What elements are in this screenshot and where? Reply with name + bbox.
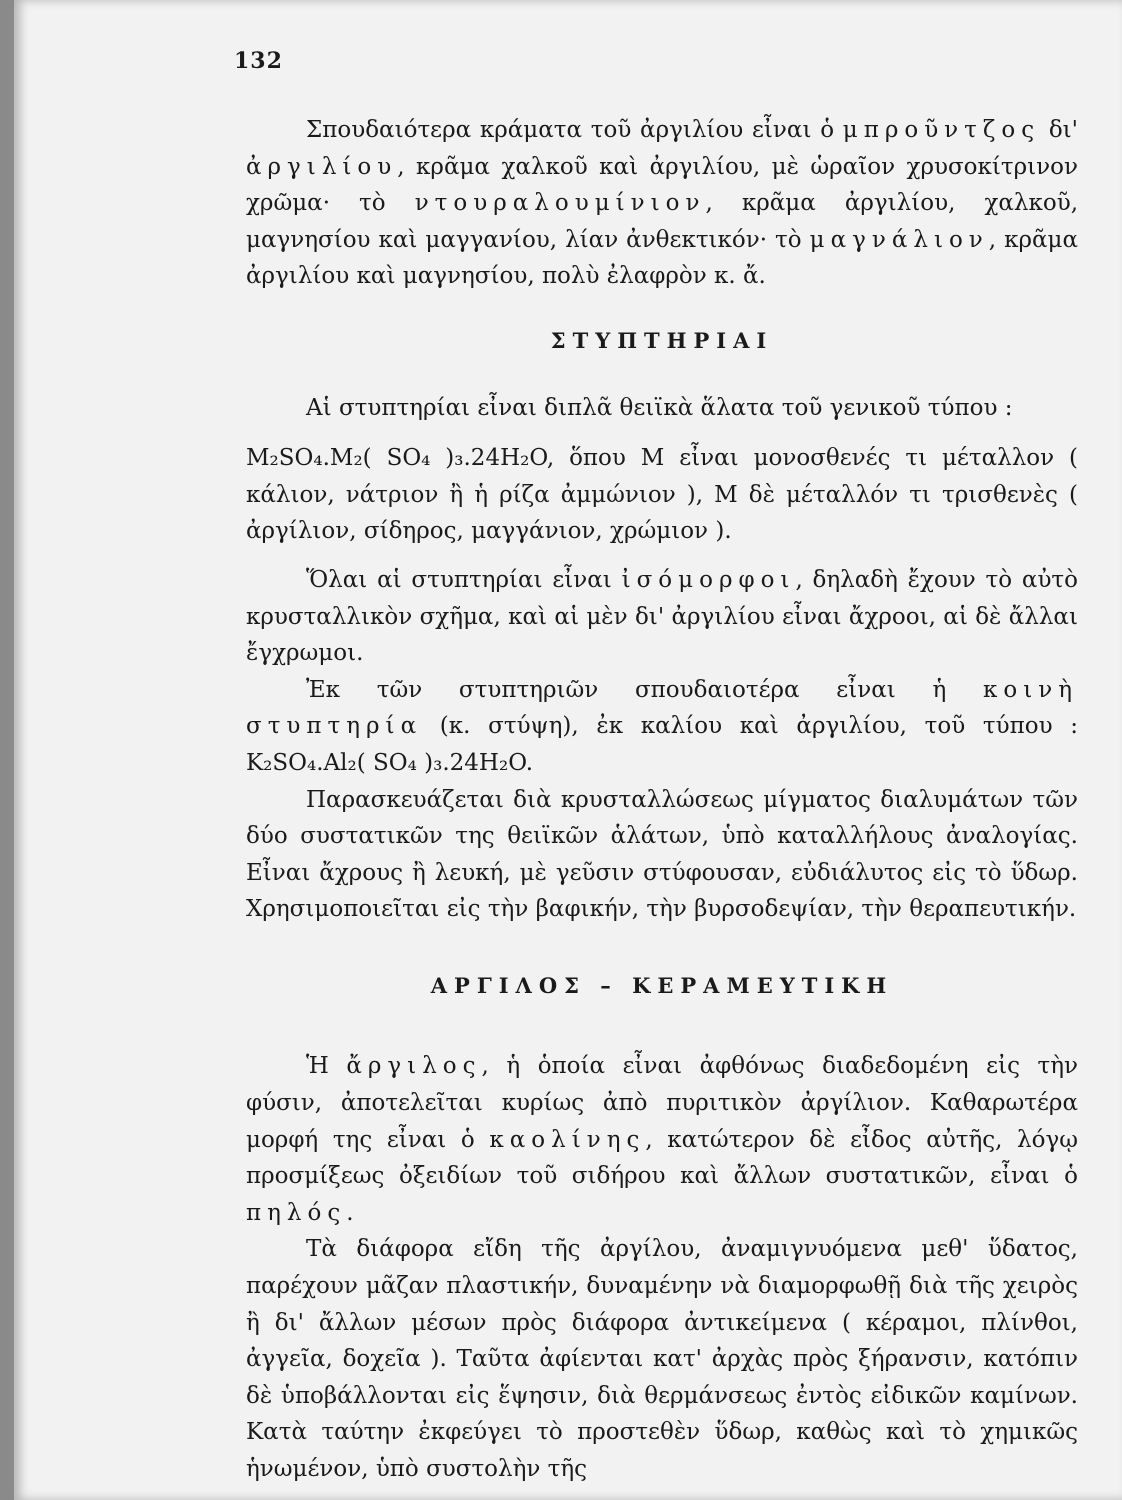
paragraph-isomorphic — [246, 562, 1078, 672]
text-run: , κρᾶμα ἀργιλίου καὶ μαγνησίου, πολὺ ἐλαφρὸν κ. ἄ. — [246, 226, 1079, 290]
text-run: , κρᾶμα χαλκοῦ καὶ ἀργιλίου, μὲ ὡραῖον χρυσοκίτρινον χρῶμα· τὸ — [246, 153, 1078, 217]
text-run: (κ. στύψη), ἐκ καλίου καὶ ἀργιλίου, τοῦ τύπου : — [422, 713, 1078, 740]
text-run: , κρᾶμα ἀργιλίου, χαλκοῦ, μαγνησίου καὶ μαγγανίου, λίαν ἀνθεκτικόν· τὸ — [246, 190, 1079, 253]
emphasized-term: κοινὴ στυπτηρία — [246, 676, 1078, 740]
paragraph-alloys — [246, 112, 1078, 295]
chemical-formula: M₂SO₄.M₂( SO₄ )₃.24H₂O, — [246, 445, 555, 472]
emphasized-term: ἄργιλος — [346, 1053, 482, 1080]
paragraph-alum-definition: Αἱ στυπτηρίαι εἶναι διπλᾶ θειϊκὰ ἅλατα τοῦ γενικοῦ τύπου : — [306, 394, 1013, 421]
text-run: , κατώτερον δὲ εἶδος αὐτῆς, λόγῳ προσμίξεως ὀξειδίων τοῦ σιδήρου καὶ ἄλλων συστατικῶν, εἶναι ὁ — [246, 1126, 1078, 1190]
chemical-formula: K₂SO₄.Al₂( SO₄ )₃.24H₂O. — [246, 749, 534, 776]
section-heading-alums: ΣΤΥΠΤΗΡΙΑΙ — [550, 327, 774, 353]
paragraph-preparation: Παρασκευάζεται διὰ κρυσταλλώσεως μίγματος διαλυμάτων τῶν δύο συστατικῶν της θειϊκῶν ἁλάτων, ὑπὸ καταλλήλους ἀναλογίας. Εἶναι ἄχρους ἢ λευκή, μὲ γεῦσιν στύφουσαν, εὐδιάλυτος εἰς τὸ ὕδωρ. Χρησιμοποιεῖται εἰς τὴν βαφικήν, τὴν βυρσοδεψίαν, τὴν θεραπευτικήν. — [246, 786, 1078, 923]
emphasized-term: καολίνης — [489, 1126, 646, 1153]
page-number: 132 — [234, 48, 283, 74]
paragraph-clay-types: Τὰ διάφορα εἴδη τῆς ἀργίλου, ἀναμιγνυόμενα μεθ' ὕδατος, παρέχουν μᾶζαν πλαστικήν, δυναμένην νὰ διαμορφωθῇ διὰ τῆς χειρὸς ἢ δι' ἄλλων μέσων πρὸς διάφορα ἀντικείμενα ( κέραμοι, πλίνθοι, ἀγγεῖα, δοχεῖα ). Ταῦτα ἀφίενται κατ' ἀρχὰς πρὸς ξήρανσιν, κατόπιν δὲ ὑποβάλλονται εἰς ἕψησιν, διὰ θερμάνσεως ἐντὸς εἰδικῶν καμίνων. Κατὰ ταύτην ἐκφεύγει τὸ προστεθὲν ὕδωρ, καθὼς καὶ τὸ χημικῶς ἡνωμένον, ὑπὸ συστολὴν τῆς — [246, 1236, 1078, 1482]
page-body — [246, 112, 1078, 1488]
paragraph-alum-formula — [246, 440, 1078, 550]
text-run: . — [346, 1199, 354, 1226]
text-run: Ἐκ τῶν στυπτηριῶν σπουδαιοτέρα εἶναι ἡ — [306, 676, 983, 703]
text-run: ὅπου M εἶναι μονοσθενές τι μέταλλον ( κάλιον, νάτριον ἢ ἡ ρίζα ἀμμώνιον ), M δὲ μέταλλόν τι τρισθενὲς ( ἀργίλιον, σίδηρος, μαγγάνιον, χρώμιον ). — [246, 445, 1078, 545]
emphasized-term: πηλός — [246, 1199, 347, 1226]
emphasized-term: ντουραλουμίνιον — [414, 190, 706, 217]
paragraph-common-alum — [246, 672, 1078, 782]
emphasized-term: μαγνάλιον — [809, 226, 989, 253]
section-heading-clay: ΑΡΓΙΛΟΣ – ΚΕΡΑΜΕΥΤΙΚΗ — [430, 972, 894, 998]
text-run: Ἡ — [306, 1053, 347, 1080]
text-run: , δηλαδὴ ἔχουν τὸ αὐτὸ κρυσταλλικὸν σχῆμα, καὶ αἱ μὲν δι' ἀργιλίου εἶναι ἄχροοι, αἱ δὲ ἄλλαι ἔγχρωμοι. — [246, 566, 1079, 667]
text-run: , ἡ ὁποία εἶναι ἀφθόνως διαδεδομένη εἰς τὴν φύσιν, ἀποτελεῖται κυρίως ἀπὸ πυριτικὸν ἀργίλιον. Καθαρωτέρα μορφή της εἶναι ὁ — [246, 1053, 1078, 1153]
text-run: Σπουδαιότερα κράματα τοῦ ἀργιλίου εἶναι ὁ — [306, 117, 843, 143]
emphasized-term: μπροῦντζος — [842, 117, 1041, 143]
emphasized-term: ἀργιλίου — [246, 153, 398, 180]
text-run: δι' — [1040, 117, 1079, 143]
text-run: Ὅλαι αἱ στυπτηρίαι εἶναι — [306, 566, 622, 593]
paragraph-clay — [246, 1048, 1078, 1231]
emphasized-term: ἰσόμορφοι — [621, 566, 796, 593]
book-page — [14, 0, 1122, 1500]
